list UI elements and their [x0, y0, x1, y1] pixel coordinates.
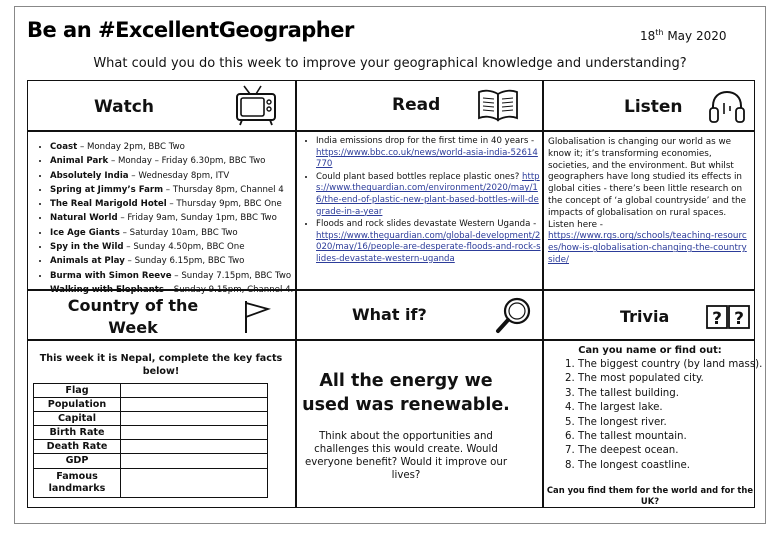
- trivia-heading: Can you name or find out:: [578, 345, 722, 356]
- read-item: • Floods and rock slides devastate Western Uganda - https://www.theguardian.com/global-development/2020/may/16/people-are-desperate-floods-and-rock-slides-devastate-western-uganda: [316, 219, 541, 265]
- watch-item: • Spring at Jimmy’s Farm – Thursday 8pm, Channel 4: [50, 183, 293, 197]
- watch-item: • Animals at Play – Sunday 6.15pm, BBC Two: [50, 254, 293, 268]
- watch-item: • Ice Age Giants – Saturday 10am, BBC Two: [50, 226, 293, 240]
- listen-text: [548, 137, 750, 267]
- fact-row: [34, 440, 268, 454]
- trivia-item: 3. The tallest building.: [578, 387, 768, 401]
- trivia-item: 1. The biggest country (by land mass).: [578, 358, 768, 372]
- divider: [28, 339, 754, 341]
- read-link[interactable]: https://www.theguardian.com/environment/2020/may/16/the-end-of-plastic-new-plant-based-bottles-will-degrade-in-a-year: [316, 171, 540, 217]
- trivia-list: [564, 358, 768, 473]
- listen-link[interactable]: https://www.rgs.org/schools/teaching-resources/how-is-globalisation-changing-the-countryside/: [548, 231, 747, 265]
- fact-label: Birth Rate: [34, 426, 121, 440]
- divider: [542, 81, 544, 507]
- country-title: Country of the Week: [67, 296, 199, 337]
- read-item: • India emissions drop for the first time in 40 years - https://www.bbc.co.uk/news/world-asia-india-52614770: [316, 136, 541, 171]
- watch-item: • Absolutely India – Wednesday 8pm, ITV: [50, 169, 293, 183]
- whatif-statement: All the energy we used was renewable.: [302, 371, 510, 415]
- trivia-item: 4. The largest lake.: [578, 401, 768, 415]
- fact-label: Capital: [34, 412, 121, 426]
- activity-grid: [27, 80, 763, 508]
- fact-answer-field[interactable]: [121, 440, 268, 454]
- watch-item: • Animal Park – Monday – Friday 6.30pm, BBC Two: [50, 154, 293, 168]
- divider: [28, 130, 754, 132]
- fact-label: Famous landmarks: [34, 468, 121, 497]
- read-link[interactable]: https://www.theguardian.com/global-development/2020/may/16/people-are-desperate-floods-and-rock-slides-devastate-western-uganda: [316, 230, 541, 264]
- book-icon: [476, 86, 520, 124]
- fact-row: [34, 412, 268, 426]
- trivia-item: 6. The tallest mountain.: [578, 430, 768, 444]
- fact-row: [34, 398, 268, 412]
- fact-row: [34, 468, 268, 497]
- watch-item: • Spy in the Wild – Sunday 4.50pm, BBC One: [50, 240, 293, 254]
- listen-body: Globalisation is changing our world as we know it; it’s transforming economies, societies, and the environment. But whilst geographers have long studied its effects in global cities - there’s been little research on the concept of ‘a global countryside’ and the impacts of globalisation on rural spaces.: [548, 137, 747, 218]
- watch-title: Watch: [94, 97, 154, 117]
- read-item: • Could plant based bottles replace plastic ones? https://www.theguardian.com/environment/2020/may/16/the-end-of-plastic-new-plant-based-bottles-will-degrade-in-a-year: [316, 172, 541, 218]
- fact-answer-field[interactable]: [121, 426, 268, 440]
- trivia-item: 8. The longest coastline.: [578, 459, 768, 473]
- svg-text:?: ?: [712, 309, 722, 329]
- fact-label: Death Rate: [34, 440, 121, 454]
- trivia-item: 2. The most populated city.: [578, 372, 768, 386]
- listen-title: Listen: [624, 97, 683, 117]
- question-cards-icon: [705, 303, 751, 331]
- page-title: Be an #ExcellentGeographer: [27, 18, 354, 42]
- read-list: [302, 136, 541, 267]
- watch-item: • Walking with Elephants – Sunday 9.15pm, Channel 4.: [50, 283, 293, 297]
- flag-icon: [242, 299, 272, 335]
- fact-answer-field[interactable]: [121, 454, 268, 468]
- divider: [295, 81, 297, 507]
- watch-item: • Natural World – Friday 9am, Sunday 1pm, BBC Two: [50, 211, 293, 225]
- magnifier-icon: [494, 295, 534, 335]
- read-title: Read: [392, 95, 441, 115]
- listen-label: Listen here -: [548, 219, 603, 230]
- whatif-prompt: Think about the opportunities and challenges this would create. Would everyone benefit? Would it improve our lives?: [304, 431, 508, 481]
- fact-row: [34, 384, 268, 398]
- whatif-title: What if?: [352, 305, 427, 324]
- read-link[interactable]: https://www.bbc.co.uk/news/world-asia-india-52614770: [316, 147, 538, 170]
- watch-item: • The Real Marigold Hotel – Thursday 9pm, BBC One: [50, 197, 293, 211]
- fact-answer-field[interactable]: [121, 384, 268, 398]
- tv-icon: [234, 85, 278, 127]
- key-facts-table: [33, 383, 268, 498]
- watch-item: • Coast – Monday 2pm, BBC Two: [50, 140, 293, 154]
- fact-label: GDP: [34, 454, 121, 468]
- watch-list: [36, 140, 293, 297]
- fact-answer-field[interactable]: [121, 398, 268, 412]
- country-intro: This week it is Nepal, complete the key facts below!: [39, 353, 283, 377]
- fact-label: Flag: [34, 384, 121, 398]
- fact-answer-field[interactable]: [121, 412, 268, 426]
- trivia-item: 5. The longest river.: [578, 416, 768, 430]
- fact-row: [34, 454, 268, 468]
- fact-row: [34, 426, 268, 440]
- fact-label: Population: [34, 398, 121, 412]
- trivia-title: Trivia: [620, 307, 670, 326]
- fact-answer-field[interactable]: [121, 468, 268, 497]
- trivia-item: 7. The deepest ocean.: [578, 444, 768, 458]
- trivia-footer: Can you find them for the world and for the UK?: [546, 485, 754, 506]
- date: 18th May 2020: [640, 28, 727, 43]
- svg-text:?: ?: [734, 309, 744, 329]
- question-text: What could you do this week to improve your geographical knowledge and understanding?: [93, 56, 687, 71]
- headphones-icon: [707, 88, 747, 126]
- watch-item: • Burma with Simon Reeve – Sunday 7.15pm, BBC Two: [50, 269, 293, 283]
